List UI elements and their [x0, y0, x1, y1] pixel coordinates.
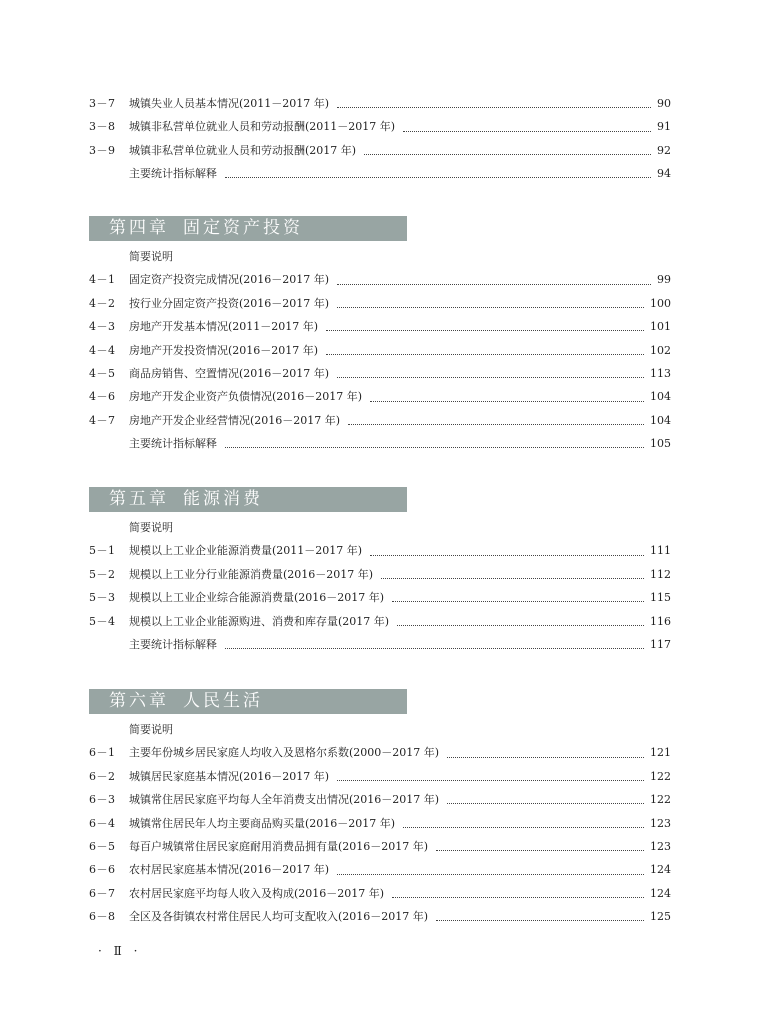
entry-title: 全区及各街镇农村常住居民人均可支配收入(2016－2017 年) [129, 910, 429, 924]
entry-page: 100 [650, 296, 671, 310]
dot-leader [337, 862, 644, 875]
chapter-4 [89, 216, 671, 456]
chapter-number: 第四章 [109, 218, 169, 238]
entry-title: 按行业分固定资产投资(2016－2017 年) [129, 296, 330, 310]
entry-title: 房地产开发基本情况(2011－2017 年) [129, 320, 319, 334]
dot-leader [370, 543, 644, 556]
entry-page: 122 [650, 793, 671, 807]
entry-title: 农村居民家庭平均每人收入及构成(2016－2017 年) [129, 886, 385, 900]
toc-entry[interactable] [89, 115, 671, 138]
entry-page: 101 [650, 320, 671, 334]
entry-number: 6－3 [89, 793, 116, 807]
entry-title: 规模以上工业企业能源购进、消费和库存量(2017 年) [129, 614, 390, 628]
toc-entry[interactable] [89, 812, 671, 835]
entry-number: 6－4 [89, 816, 116, 830]
dot-leader [397, 613, 644, 626]
dot-leader [436, 908, 644, 921]
toc-entry[interactable] [89, 905, 671, 928]
entry-page: 123 [650, 816, 671, 830]
dot-leader [225, 435, 644, 448]
entry-number: 3－9 [89, 143, 116, 157]
entry-title: 农村居民家庭基本情况(2016－2017 年) [129, 863, 330, 877]
entry-page: 115 [650, 591, 671, 605]
entry-title: 城镇非私营单位就业人员和劳动报酬(2017 年) [129, 143, 357, 157]
chapter-intro[interactable]: 简要说明 [129, 521, 173, 534]
entry-number: 3－7 [89, 97, 116, 110]
entry-title: 每百户城镇常住居民家庭耐用消费品拥有量(2016－2017 年) [129, 839, 429, 853]
entry-page: 121 [650, 746, 671, 760]
toc-entry[interactable] [89, 268, 671, 291]
toc-entry[interactable] [89, 835, 671, 858]
entry-page: 105 [650, 437, 671, 451]
toc-entry[interactable] [89, 292, 671, 315]
entry-title: 主要统计指标解释 [129, 437, 217, 451]
chapter-number: 第五章 [109, 489, 169, 509]
toc-entry[interactable] [89, 586, 671, 609]
toc-entry[interactable] [89, 339, 671, 362]
entry-number: 6－8 [89, 910, 116, 924]
entry-page: 111 [650, 544, 671, 558]
toc-entry[interactable] [89, 610, 671, 633]
toc-entry[interactable] [89, 362, 671, 385]
entry-title: 规模以上工业分行业能源消费量(2016－2017 年) [129, 567, 374, 581]
dot-leader [337, 272, 651, 285]
entry-number: 4－4 [89, 343, 116, 357]
toc-entry[interactable] [89, 858, 671, 881]
entry-number: 6－5 [89, 839, 116, 853]
entry-page: 117 [650, 637, 671, 651]
dot-leader [337, 295, 644, 308]
page-number-marker: · Ⅱ · [98, 944, 142, 958]
toc-entry[interactable] [89, 633, 671, 656]
entry-title: 城镇居民家庭基本情况(2016－2017 年) [129, 769, 330, 783]
entry-page: 123 [650, 839, 671, 853]
entry-page: 104 [650, 413, 671, 427]
chapter-6 [89, 689, 671, 929]
entry-page: 92 [657, 143, 671, 157]
entry-number: 4－1 [89, 273, 116, 287]
dot-leader [364, 142, 651, 155]
entry-title: 固定资产投资完成情况(2016－2017 年) [129, 273, 330, 287]
chapter-3-continued [89, 92, 671, 186]
entry-number: 4－3 [89, 320, 116, 334]
chapter-title: 人民生活 [183, 691, 263, 711]
chapter-banner[interactable] [89, 689, 407, 714]
chapter-number: 第六章 [109, 691, 169, 711]
dot-leader [447, 791, 644, 804]
toc-entry[interactable] [89, 539, 671, 562]
dot-leader [381, 566, 644, 579]
entry-title: 规模以上工业企业综合能源消费量(2016－2017 年) [129, 591, 385, 605]
dot-leader [370, 389, 644, 402]
entry-page: 124 [650, 886, 671, 900]
toc-entry[interactable] [89, 315, 671, 338]
dot-leader [447, 745, 644, 758]
chapter-banner[interactable] [89, 487, 407, 512]
entry-number: 6－7 [89, 886, 116, 900]
dot-leader [348, 412, 644, 425]
entry-page: 104 [650, 390, 671, 404]
entry-title: 规模以上工业企业能源消费量(2011－2017 年) [129, 544, 363, 558]
toc-entry[interactable] [89, 432, 671, 455]
toc-entry[interactable] [89, 139, 671, 162]
chapter-banner[interactable] [89, 216, 407, 241]
entry-number: 4－2 [89, 296, 116, 310]
entry-title: 房地产开发企业经营情况(2016－2017 年) [129, 413, 341, 427]
chapter-intro[interactable]: 简要说明 [129, 723, 173, 736]
dot-leader [436, 838, 644, 851]
entry-title: 城镇非私营单位就业人员和劳动报酬(2011－2017 年) [129, 120, 396, 134]
entry-page: 102 [650, 343, 671, 357]
entry-page: 124 [650, 863, 671, 877]
toc-entry[interactable] [89, 788, 671, 811]
entry-title: 城镇失业人员基本情况(2011－2017 年) [129, 97, 330, 110]
entry-title: 城镇常住居民年人均主要商品购买量(2016－2017 年) [129, 816, 396, 830]
entry-number: 6－2 [89, 769, 116, 783]
dot-leader [392, 589, 644, 602]
entry-page: 91 [657, 120, 671, 134]
entry-number: 5－4 [89, 614, 116, 628]
entry-page: 116 [650, 614, 671, 628]
toc-entry[interactable] [89, 882, 671, 905]
entry-number: 5－3 [89, 591, 116, 605]
dot-leader [392, 885, 644, 898]
entry-title: 主要统计指标解释 [129, 167, 217, 181]
entry-number: 3－8 [89, 120, 116, 134]
toc-entry[interactable] [89, 385, 671, 408]
entry-page: 90 [657, 97, 671, 110]
entry-page: 113 [650, 366, 671, 380]
entry-page: 125 [650, 910, 671, 924]
toc-entry[interactable] [89, 741, 671, 764]
toc-entry[interactable] [89, 765, 671, 788]
dot-leader [337, 365, 644, 378]
entry-number: 5－2 [89, 567, 116, 581]
toc-entry[interactable] [89, 162, 671, 185]
dot-leader [337, 768, 644, 781]
entry-page: 94 [657, 167, 671, 181]
entry-page: 122 [650, 769, 671, 783]
entry-number: 4－6 [89, 390, 116, 404]
entry-title: 房地产开发投资情况(2016－2017 年) [129, 343, 319, 357]
dot-leader [326, 318, 644, 331]
dot-leader [403, 815, 644, 828]
entry-page: 112 [650, 567, 671, 581]
entry-title: 商品房销售、空置情况(2016－2017 年) [129, 366, 330, 380]
toc-entry[interactable] [89, 563, 671, 586]
toc-entry[interactable] [89, 409, 671, 432]
entry-title: 主要年份城乡居民家庭人均收入及恩格尔系数(2000－2017 年) [129, 746, 440, 760]
dot-leader [326, 342, 644, 355]
entry-number: 6－1 [89, 746, 116, 760]
entry-number: 4－5 [89, 366, 116, 380]
entry-page: 99 [657, 273, 671, 287]
entry-title: 主要统计指标解释 [129, 637, 217, 651]
dot-leader [225, 165, 651, 178]
entry-number: 5－1 [89, 544, 116, 558]
chapter-title: 固定资产投资 [183, 218, 303, 238]
chapter-intro[interactable]: 简要说明 [129, 250, 173, 263]
chapter-title: 能源消费 [183, 489, 263, 509]
entry-title: 房地产开发企业资产负债情况(2016－2017 年) [129, 390, 363, 404]
entry-number: 6－6 [89, 863, 116, 877]
dot-leader [337, 95, 651, 108]
dot-leader [225, 636, 644, 649]
dot-leader [403, 119, 651, 132]
toc-entry[interactable] [89, 92, 671, 115]
entry-number: 4－7 [89, 413, 116, 427]
chapter-5 [89, 487, 671, 656]
entry-title: 城镇常住居民家庭平均每人全年消费支出情况(2016－2017 年) [129, 793, 440, 807]
